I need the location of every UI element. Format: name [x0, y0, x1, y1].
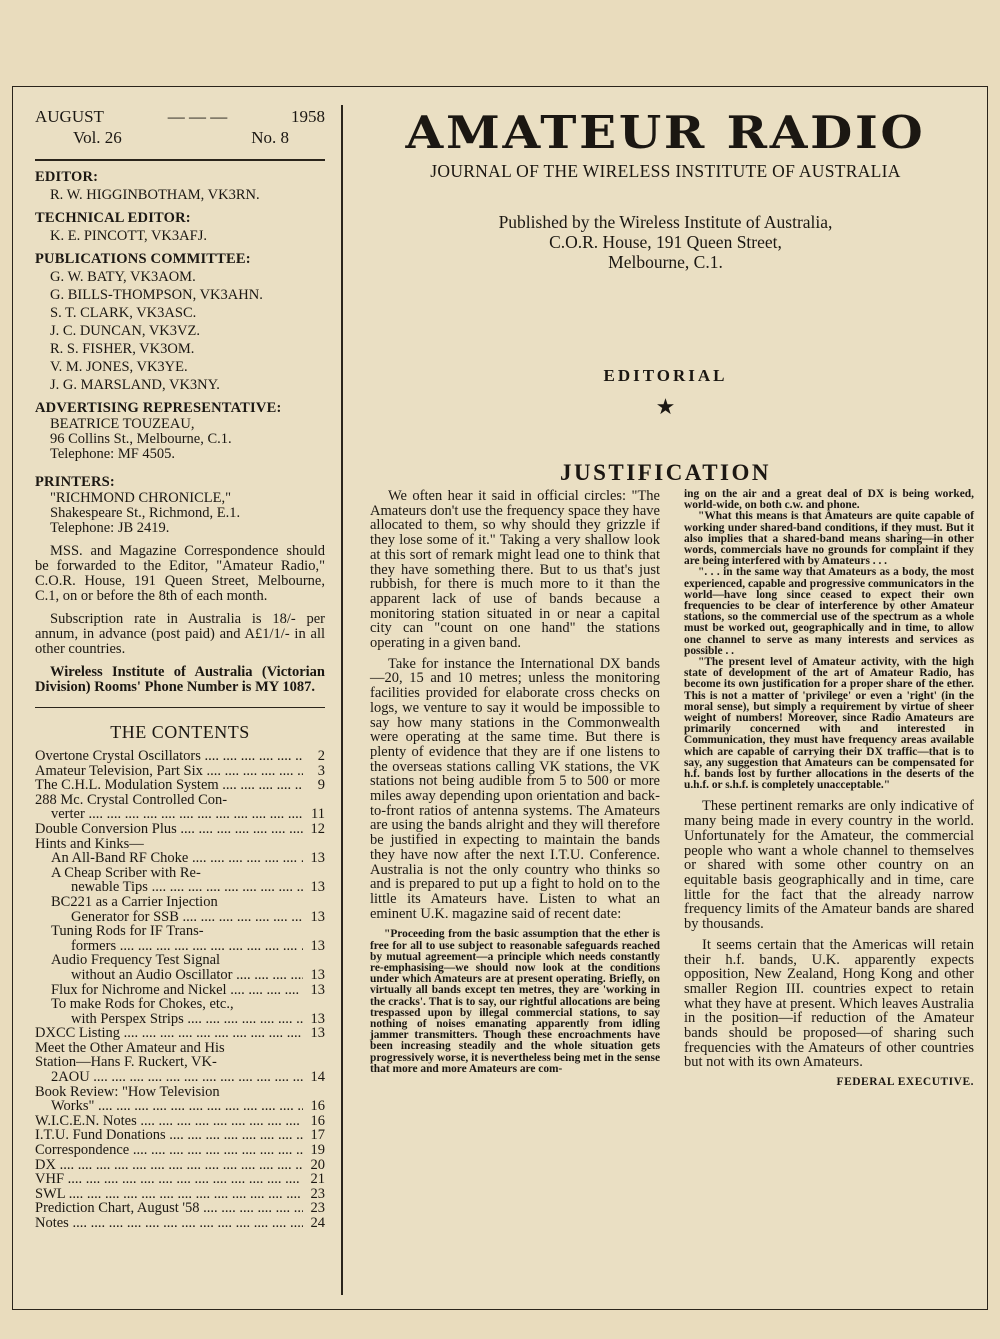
contents-item-page: 16 [310, 1098, 325, 1115]
printer-line: Telephone: JB 2419. [50, 519, 170, 536]
contents-item [35, 749, 325, 764]
contents-item-page [303, 924, 325, 939]
issue-volume-line [35, 127, 325, 149]
contents-item-title: without an Audio Oscillator .... [71, 968, 303, 983]
printer-line: "RICHMOND CHRONICLE," [50, 489, 232, 506]
contents-item [35, 1158, 325, 1173]
publisher-block [358, 212, 973, 272]
contents-item-page: 13 [310, 966, 325, 983]
editorial-quote: ing on the air and a great deal of DX is being worked, world-wide, on both c.w. and phone. [684, 488, 974, 512]
contents-item [35, 1026, 325, 1041]
contents-item-title: Flux for Nichrome and Nickel .... [51, 983, 303, 998]
contents-item-title: Overtone Crystal Oscillators .... [35, 749, 303, 764]
correspondence-note: MSS. and Magazine Correspondence should be forwarded to the Editor, "Amateur Radio," C.O.R. House, 191 Queen Street, Melbourne, C.1, on or before the 8th of each month. [35, 542, 325, 604]
committee-member: J. C. DUNCAN, VK3VZ. [50, 322, 200, 339]
masthead-info-column [35, 107, 325, 1231]
committee-member: G. W. BATY, VK3AOM. [50, 268, 196, 285]
issue-number: No. 8 [251, 128, 289, 147]
contents-item-title: Meet the Other Amateur and His [35, 1040, 225, 1056]
contents-item-page: 11 [311, 806, 325, 823]
contents-item [35, 1099, 325, 1114]
contents-item [35, 807, 325, 822]
contents-item-page: 12 [310, 820, 325, 837]
contents-item [35, 1172, 325, 1187]
committee-member: V. M. JONES, VK3YE. [50, 358, 188, 375]
editorial-label: EDITORIAL [603, 366, 728, 385]
contents-item [35, 851, 325, 866]
contents-item-page: 19 [310, 1142, 325, 1159]
contents-item-title: Notes .... [35, 1216, 303, 1231]
contents-item [35, 997, 325, 1012]
contents-item [35, 1143, 325, 1158]
editorial-paragraph: It seems certain that the Americas will retain their h.f. bands, U.K. apparently expects opposition, New Zealand, Hong Kong and other smaller Region III. countries expect to retain what they have at present. Which leaves Australia in the position—if reduction of the Amateur bands should be proposed—of sharing such frequencies with the Amateurs of other countries but not with its own Amateurs. [684, 936, 974, 1071]
contents-item-page: 13 [310, 850, 325, 867]
contents-item-title: VHF .... [35, 1172, 303, 1187]
publications-committee-label: PUBLICATIONS COMMITTEE: [35, 250, 251, 267]
contents-item [35, 1201, 325, 1216]
contents-item-title: I.T.U. Fund Donations .... [35, 1128, 303, 1143]
contents-item-title: Generator for SSB .... [71, 910, 303, 925]
contents-item-title: Book Review: "How Television [35, 1084, 220, 1100]
editorial-paragraph: These pertinent remarks are only indicative of many being made in every country in the world. Unfortunately for the Amateur, the commercial people who want a whole channel to themselves or shared with some other country on an equitable basis geographically and in time, care little for the fact that the already narrow frequency limits of the Amateur bands are shared by thousands. [684, 798, 974, 933]
publisher-line: Published by the Wireless Institute of Australia, [498, 212, 833, 232]
contents-item-title: DXCC Listing .... [35, 1026, 303, 1041]
publisher-line: C.O.R. House, 191 Queen Street, [549, 232, 782, 252]
contents-item-title: Hints and Kinks— [35, 836, 144, 852]
contents-item [35, 1070, 325, 1085]
contents-item-title: verter .... [51, 807, 303, 822]
contents-item-page: 21 [310, 1171, 325, 1188]
contents-item-page [303, 1055, 325, 1070]
issue-dashes: — — — [167, 107, 228, 126]
contents-item [35, 939, 325, 954]
contents-item [35, 895, 325, 910]
editorial-column-1 [370, 489, 660, 1088]
contents-item [35, 866, 325, 881]
contents-item-title: Amateur Television, Part Six .... [35, 764, 303, 779]
editorial-quote: ". . . in the same way that Amateurs as a body, the most experienced, capable and progressive communicators in the world—have long since ceased to expect their own frequencies to be clear of interference by other Amateur stations, so the commercial use of the spectrum as a whole must be worked out, geographically and in time, to allow one channel to serve as many interests and services as possible . . [684, 566, 974, 657]
contents-item [35, 1055, 325, 1070]
editorial-headline: JUSTIFICATION [560, 460, 771, 485]
contents-item [35, 837, 325, 852]
contents-item [35, 1085, 325, 1100]
advertising-label: ADVERTISING REPRESENTATIVE: [35, 399, 282, 416]
contents-item-page: 23 [310, 1185, 325, 1202]
contents-item-title: newable Tips .... [71, 880, 303, 895]
editorial-paragraph: We often hear it said in official circles: "The Amateurs don't use the frequency space they have allocated to them, so why should they grizzle if they lose some of it." Taking a very shallow look at this sort of remark might lead one to think that they have something there. But to us that's just rubbish, for there is much more to it than the apparent lack of use of bands because a monitoring station situated in or near a capital city can "count on one hand" the stations operating in a given band. [370, 488, 660, 652]
editorial-body [370, 489, 974, 1088]
committee-member: S. T. CLARK, VK3ASC. [50, 304, 197, 321]
contents-item [35, 924, 325, 939]
advertising-line: Telephone: MF 4505. [50, 445, 176, 462]
contents-item [35, 778, 325, 793]
editorial-quote: "The present level of Amateur activity, with the high state of development of the art of Amateur Radio, has become its own justification for a proper share of the ether. This is not a matter of 'privilege' or even a 'right' (in the moral sense), but simply a requirement by virtue of sheer weight of numbers! Moreover, since Radio Amateurs are primarily concerned with and interested in Communication, they must have frequency areas available which are capable of carrying their DX traffic—that is to say, any suggestion that Amateurs can be compensated for h.f. bands lost by further allocations in the deserts of the u.h.f. or s.h.f. is completely unacceptable." [684, 656, 974, 792]
contents-item-title: The C.H.L. Modulation System .... [35, 778, 303, 793]
contents-item-page [303, 1041, 325, 1056]
contents-title: THE CONTENTS [110, 722, 250, 742]
contents-item-title: 2AOU .... [51, 1070, 303, 1085]
contents-item [35, 983, 325, 998]
contents-item [35, 1012, 325, 1027]
contents-item-title: Audio Frequency Test Signal [51, 953, 221, 968]
contents-item-page [303, 1085, 325, 1100]
contents-item-title: Station—Hans F. Ruckert, VK- [35, 1055, 217, 1071]
contents-item-title: Correspondence .... [35, 1143, 303, 1158]
contents-item-page: 3 [317, 762, 325, 779]
committee-member: G. BILLS-THOMPSON, VK3AHN. [50, 286, 263, 303]
contents-item-title: 288 Mc. Crystal Controlled Con- [35, 792, 228, 808]
contents-item-page: 13 [310, 1010, 325, 1027]
contents-item [35, 880, 325, 895]
editorial-column-2 [684, 489, 974, 1088]
contents-item [35, 1187, 325, 1202]
committee-member: R. S. FISHER, VK3OM. [50, 340, 195, 357]
contents-item [35, 1128, 325, 1143]
contents-item [35, 953, 325, 968]
advertising-line: 96 Collins St., Melbourne, C.1. [50, 430, 232, 447]
contents-item-title: SWL .... [35, 1187, 303, 1202]
contents-item-page [303, 895, 325, 910]
advertising-line: BEATRICE TOUZEAU, [50, 415, 195, 432]
phone-note: Wireless Institute of Australia (Victorian Division) Rooms' Phone Number is MY 1087. [35, 663, 325, 695]
printers-label: PRINTERS: [35, 473, 115, 490]
magazine-page [12, 86, 988, 1310]
contents-item-page: 9 [317, 777, 325, 794]
editorial-signature: FEDERAL EXECUTIVE. [836, 1076, 974, 1089]
contents-item-title: DX .... [35, 1158, 303, 1173]
journal-subtitle: JOURNAL OF THE WIRELESS INSTITUTE OF AUSTRALIA [430, 161, 901, 181]
contents-item-title: formers .... [71, 939, 303, 954]
contents-item-title: A Cheap Scriber with Re- [51, 865, 201, 881]
contents-item [35, 1216, 325, 1231]
contents-item [35, 764, 325, 779]
printer-line: Shakespeare St., Richmond, E.1. [50, 504, 241, 521]
contents-item-page: 13 [310, 908, 325, 925]
contents-item-page: 16 [310, 1112, 325, 1129]
divider [35, 159, 325, 161]
contents-item-title: Works" .... [51, 1099, 303, 1114]
contents-item-page [303, 866, 325, 881]
contents-item-page: 14 [310, 1069, 325, 1086]
contents-item-page [303, 837, 325, 852]
contents-item-page: 2 [317, 748, 325, 764]
column-divider [341, 105, 343, 1295]
star-icon: ★ [655, 394, 676, 419]
publisher-line: Melbourne, C.1. [608, 252, 723, 272]
editorial-paragraph: Take for instance the International DX bands—20, 15 and 10 metres; unless the monitoring facilities provided for elaborate cross checks on logs, we venture to say it would be impossible to say how many stations in the Commonwealth were operating at the same time. But there is plenty of evidence that they are if one listens to the overseas stations calling VK stations, the VK stations not being audible from 5 to 500 or more miles away depending upon orientation and back-to-front ratios of antenna systems. The Amateurs are using the bands alright and they will therefore be justified in expecting to maintain the bands they have now after the next I.T.U. Conference. Australia is not the only country who thinks so and is prepared to put up a fight to hold on to the little its Amateurs have. Listen to what an eminent U.K. magazine said of recent date: [370, 655, 660, 922]
contents-item-page: 24 [310, 1215, 325, 1231]
divider [35, 707, 325, 709]
contents-item [35, 1114, 325, 1129]
committee-list [35, 268, 325, 394]
contents-item-title: with Perspex Strips .... [71, 1012, 303, 1027]
contents-item-page: 23 [310, 1200, 325, 1217]
contents-item-title: W.I.C.E.N. Notes .... [35, 1114, 303, 1129]
contents-item-page [303, 997, 325, 1012]
editorial-quote: "Proceeding from the basic assumption that the ether is free for all to use subject to reasonable safeguards reached by mutual agreement—a principle which needs constantly re-emphasising—we should now look at the conditions under which Amateurs are at present operating. Briefly, on virtually all bands except ten metres, they are 'working in the cracks'. That is to say, our rightful allocations are being trespassed upon by illegal commercial stations, to say nothing of noises emanating apparently from idling jammer transmitters. Though these encroachments have been increasing steadily and the whole situation gets progressively worse, it is nevertheless being met in the sense that more and more Amateurs are com- [370, 928, 661, 1075]
contents-item-title: An All-Band RF Choke .... [51, 851, 303, 866]
editor-name: R. W. HIGGINBOTHAM, VK3RN. [50, 186, 260, 203]
contents-list [35, 749, 325, 1231]
contents-item-title: Tuning Rods for IF Trans- [51, 924, 204, 939]
committee-member: J. G. MARSLAND, VK3NY. [50, 376, 220, 393]
contents-item-page: 13 [310, 879, 325, 896]
contents-item-page: 13 [310, 981, 325, 998]
issue-month: AUGUST [35, 107, 104, 126]
contents-item-page [303, 953, 325, 968]
contents-item-title: Double Conversion Plus .... [35, 822, 303, 837]
main-column [358, 106, 974, 1089]
contents-item-page [303, 793, 325, 808]
masthead-title: AMATEUR RADIO [405, 106, 926, 159]
contents-item-title: Prediction Chart, August '58 .... [35, 1201, 303, 1216]
contents-item-page: 20 [310, 1156, 325, 1173]
issue-date-line [35, 107, 325, 127]
technical-editor-label: TECHNICAL EDITOR: [35, 209, 191, 226]
technical-editor-name: K. E. PINCOTT, VK3AFJ. [50, 227, 207, 244]
contents-item [35, 910, 325, 925]
editorial-quote: "What this means is that Amateurs are quite capable of working under shared-band conditions, if they must. But it also implies that a shared-band means sharing—in other words, commercials have no grounds for complaint if they are being interfered with by Amateurs . . . [684, 510, 974, 568]
contents-item-page: 13 [310, 1025, 325, 1042]
contents-item [35, 1041, 325, 1056]
contents-item [35, 968, 325, 983]
contents-item-title: To make Rods for Chokes, etc., [51, 997, 234, 1012]
subscription-note: Subscription rate in Australia is 18/- per annum, in advance (post paid) and A£1/1/- in all other countries. [35, 610, 325, 657]
editor-label: EDITOR: [35, 168, 99, 185]
contents-item [35, 793, 325, 808]
contents-item [35, 822, 325, 837]
issue-volume: Vol. 26 [73, 128, 122, 147]
contents-item-title: BC221 as a Carrier Injection [51, 894, 218, 910]
contents-item-page: 13 [310, 937, 325, 954]
issue-year: 1958 [290, 107, 325, 126]
contents-item-page: 17 [310, 1127, 325, 1144]
